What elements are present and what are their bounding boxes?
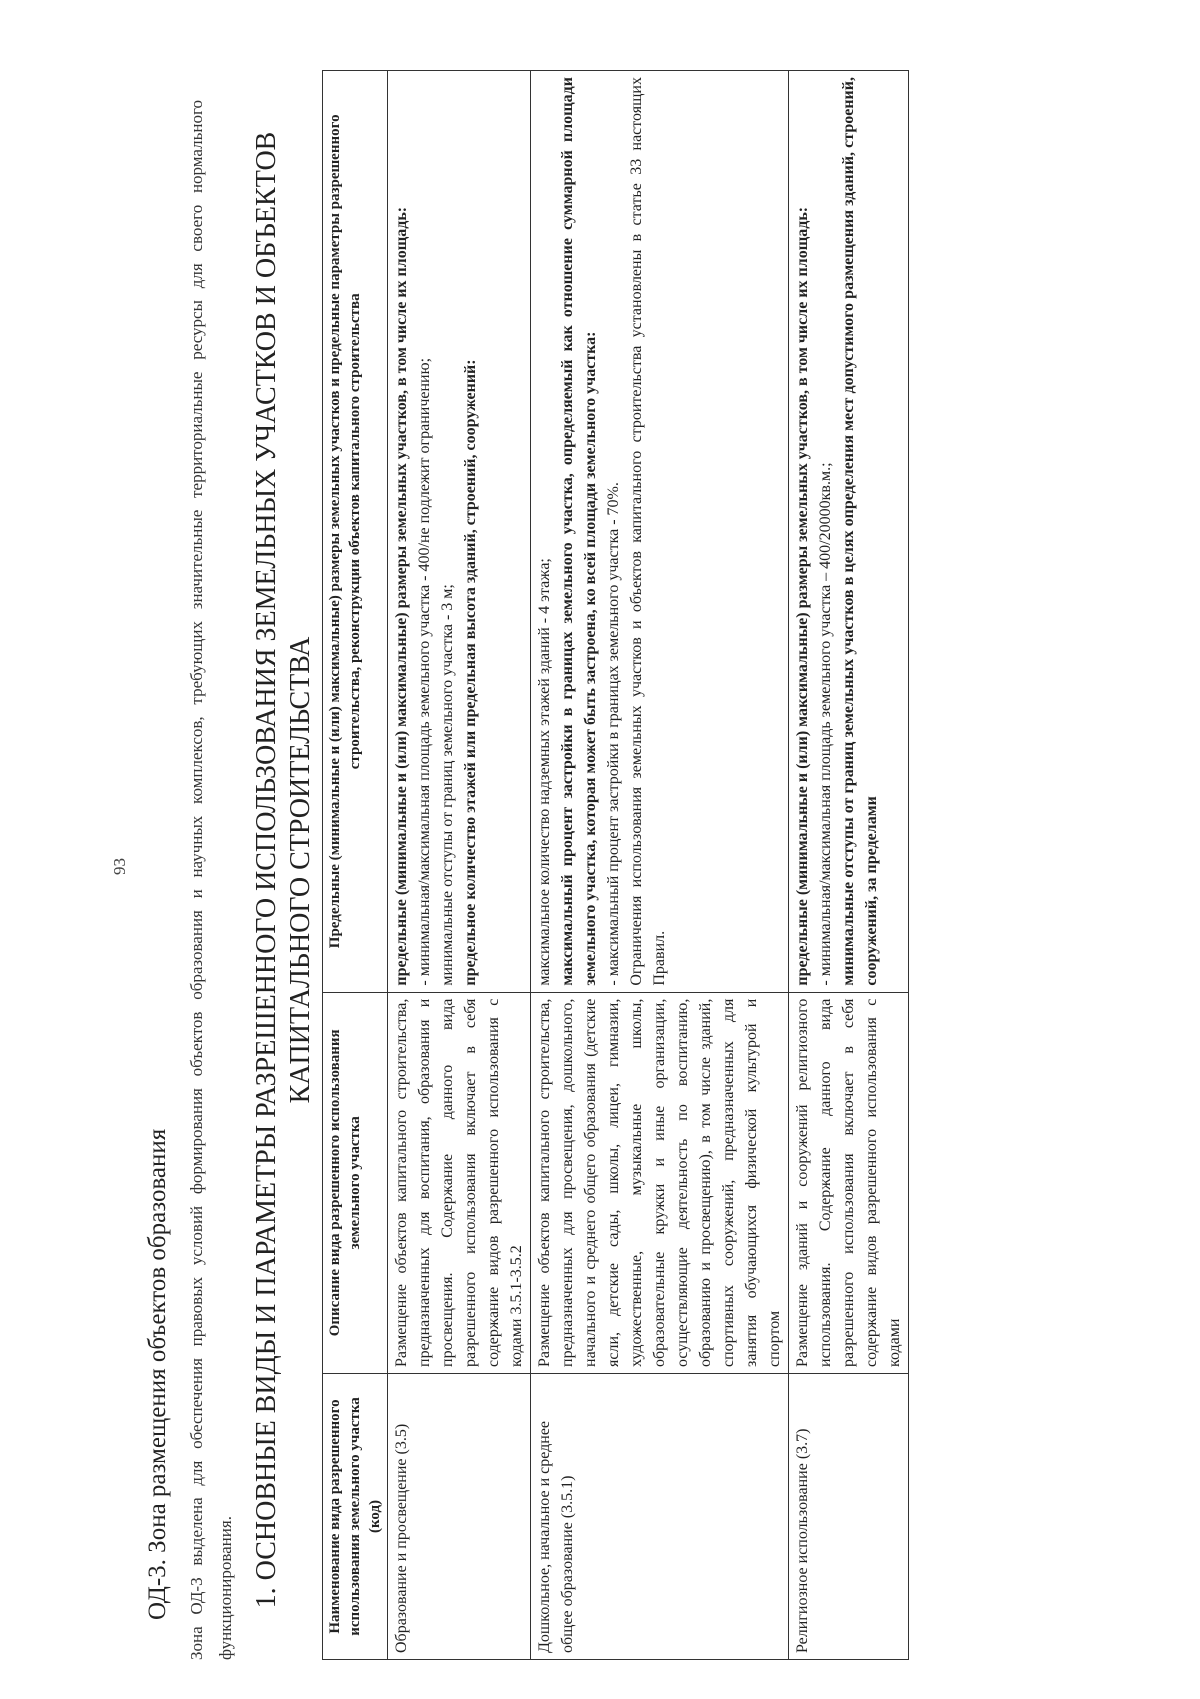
section-title: 1. ОСНОВНЫЕ ВИДЫ И ПАРАМЕТРЫ РАЗРЕШЕННОГО ИСПОЛЬЗОВАНИЯ ЗЕМЕЛЬНЫХ УЧАСТКОВ И ОБЪЕКТОВ КАПИТАЛЬНОГО СТРОИТЕЛЬСТВА <box>251 131 316 1609</box>
header-parameters: Предельные (минимальные и (или) максимальные) размеры земельных участков и предельные параметры разрешенного строительства, реконструкции объектов капитального строительства <box>323 71 388 993</box>
param-line: предельное количество этажей или предельная высота зданий, строений, сооружений: <box>462 359 479 986</box>
use-name: Религиозное использование (3.7) <box>789 1373 909 1659</box>
table-row <box>789 71 909 1660</box>
use-description: Размещение зданий и сооружений религиозного использования. Содержание данного вида разрешенного использования включает в себя содержание видов разрешенного использования с кодами <box>789 992 909 1373</box>
use-parameters <box>789 71 909 993</box>
param-line: Ограничения использования земельных участков и объектов капитального строительства установлены в статье 33 настоящих Правил. <box>628 77 668 986</box>
page-number: 93 <box>110 858 129 875</box>
param-line: предельные (минимальные и (или) максимальные) размеры земельных участков, в том числе их площадь: <box>393 206 410 986</box>
param-line: - максимальный процент застройки в границах земельного участка - 70%. <box>605 482 622 986</box>
param-line: минимальные отступы от границ земельного участка - 3 м; <box>439 584 456 986</box>
use-name: Дошкольное, начальное и среднее общее образование (3.5.1) <box>531 1373 789 1659</box>
zone-title: ОД-3. Зона размещения объектов образования <box>144 1128 171 1620</box>
header-description: Описание вида разрешенного использования земельного участка <box>323 992 388 1373</box>
header-name: Наименование вида разрешенного использования земельного участка (код) <box>323 1373 388 1659</box>
rotated-document-page <box>110 30 1190 1690</box>
param-line: минимальные отступы от границ земельных участков в целях определения мест допустимого размещения зданий, строений, сооружений, за пределами <box>840 77 880 986</box>
use-parameters <box>531 71 789 993</box>
param-line: предельные (минимальные и (или) максимальные) размеры земельных участков, в том числе их площадь: <box>794 206 811 986</box>
use-name: Образование и просвещение (3.5) <box>388 1373 531 1659</box>
table-row <box>388 71 531 1660</box>
table-header-row <box>323 71 388 1660</box>
use-description: Размещение объектов капитального строительства, предназначенных для просвещения, дошкольного, начального и среднего общего образования (детские ясли, детские сады, школы, лицеи, гимназии, художественные, музыкальные школы, образовательные кружки и иные организации, осуществляющие деятельность по воспитанию, образованию и просвещению), в том числе зданий, спортивных сооружений, предназначенных для занятия обучающихся физической культурой и спортом <box>531 992 789 1373</box>
param-line: - минимальная/максимальная площадь земельного участка - 400/не подлежит ограничению; <box>416 357 433 986</box>
param-line: максимальное количество надземных этажей зданий - 4 этажа; <box>536 558 553 986</box>
use-description: Размещение объектов капитального строительства, предназначенных для воспитания, образования и просвещения. Содержание данного вида разрешенного использования включает в себя содержание видов разрешенного использования с кодами 3.5.1-3.5.2 <box>388 992 531 1373</box>
param-line: максимальный процент застройки в границах земельного участка, определяемый как отношение суммарной площади земельного участка, которая может быть застроена, ко всей площади земельного участка: <box>559 77 599 986</box>
use-parameters <box>388 71 531 993</box>
param-line: - минимальная/максимальная площадь земельного участка – 400/20000кв.м.; <box>817 462 834 986</box>
table-row <box>531 71 789 1660</box>
zone-description: Зона ОД-3 выделена для обеспечения правовых условий формирования объектов образования и научных комплексов, требующих значительные территориальные ресурсы для своего нормального функционирования. <box>187 100 235 1660</box>
regulations-table <box>322 70 909 1660</box>
